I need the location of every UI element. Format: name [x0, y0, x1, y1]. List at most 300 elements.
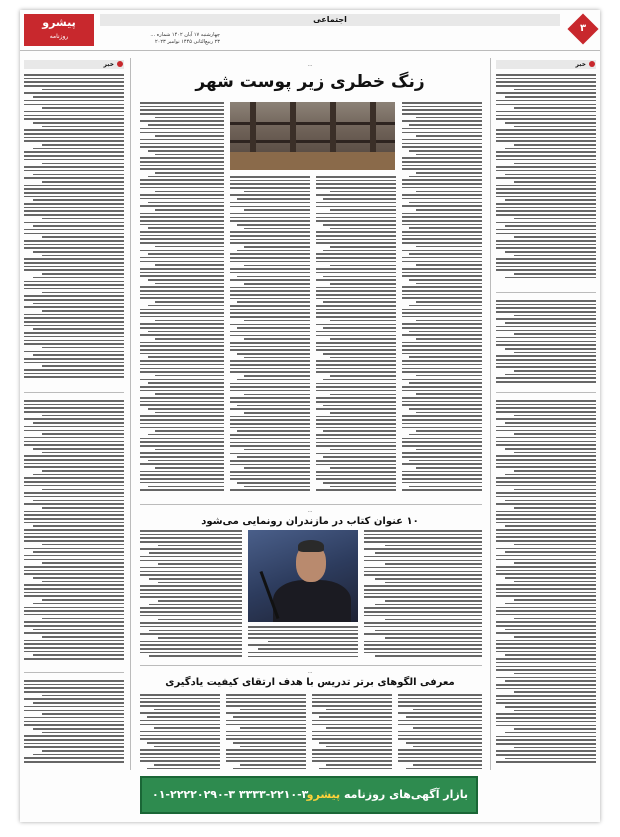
- text-line: [244, 246, 310, 248]
- issue-info: [100, 32, 220, 46]
- text-line: [312, 749, 392, 751]
- text-line: [496, 607, 596, 609]
- text-line: [24, 351, 124, 353]
- text-line: [402, 345, 482, 347]
- text-line: [24, 332, 124, 334]
- text-line: [316, 383, 396, 385]
- text-line: [230, 453, 310, 455]
- text-line: [24, 566, 124, 568]
- text-line: [496, 739, 596, 741]
- text-line: [148, 434, 224, 436]
- text-line: [24, 133, 124, 135]
- text-line: [237, 327, 310, 329]
- text-line: [496, 651, 596, 653]
- text-line: [226, 757, 306, 759]
- text-line: [496, 244, 596, 246]
- text-line: [514, 415, 596, 417]
- text-line: [248, 626, 358, 628]
- text-line: [140, 615, 242, 617]
- text-line: [24, 444, 124, 446]
- text-line: [406, 768, 482, 770]
- text-line: [230, 371, 310, 373]
- text-line: [140, 286, 224, 288]
- text-line: [230, 213, 310, 215]
- text-line: [496, 559, 596, 561]
- text-line: [416, 154, 482, 156]
- divider: [496, 292, 596, 293]
- text-line: [24, 74, 124, 76]
- text-line: [402, 463, 482, 465]
- text-line: [323, 353, 396, 355]
- text-line: [330, 486, 396, 488]
- text-line: [323, 379, 396, 381]
- text-line: [140, 312, 224, 314]
- text-line: [24, 244, 124, 246]
- text-line: [364, 534, 482, 536]
- text-line: [402, 379, 482, 381]
- text-line: [42, 713, 124, 715]
- text-line: [496, 337, 596, 339]
- text-line: [140, 644, 242, 646]
- text-line: [155, 209, 224, 211]
- text-line: [514, 562, 596, 564]
- text-line: [316, 312, 396, 314]
- text-line: [33, 328, 124, 330]
- text-line: [24, 592, 124, 594]
- text-line: [42, 144, 124, 146]
- text-line: [244, 320, 310, 322]
- text-line: [402, 415, 482, 417]
- text-line: [244, 467, 310, 469]
- text-line: [237, 198, 310, 200]
- text-line: [402, 205, 482, 207]
- text-line: [42, 581, 124, 583]
- left-column-label: خبر: [103, 61, 114, 68]
- text-line: [364, 622, 482, 624]
- text-line: [42, 618, 124, 620]
- text-line: [248, 652, 358, 654]
- text-line: [402, 242, 482, 244]
- text-line: [398, 749, 482, 751]
- text-line: [496, 304, 596, 306]
- text-line: [158, 600, 242, 602]
- text-line: [24, 258, 124, 260]
- right-column-title: [496, 60, 596, 69]
- text-line: [226, 731, 306, 733]
- text-line: [24, 115, 124, 117]
- text-line: [33, 754, 124, 756]
- text-line: [330, 338, 396, 340]
- text-line: [226, 720, 306, 722]
- text-line: [24, 477, 124, 479]
- text-line: [140, 478, 224, 480]
- column-divider: [130, 58, 131, 770]
- text-line: [244, 375, 310, 377]
- text-line: [140, 261, 224, 263]
- text-line: [33, 303, 124, 305]
- text-line: [24, 573, 124, 575]
- text-line: [496, 610, 596, 612]
- text-line: [364, 567, 482, 569]
- text-line: [230, 257, 310, 259]
- text-line: [402, 261, 482, 263]
- text-line: [316, 419, 396, 421]
- right-column-article-2: [496, 300, 596, 386]
- text-line: [230, 442, 310, 444]
- text-line: [24, 340, 124, 342]
- text-line: [402, 353, 482, 355]
- text-line: [409, 434, 482, 436]
- text-line: [24, 343, 124, 345]
- text-line: [316, 202, 396, 204]
- text-line: [155, 449, 224, 451]
- text-line: [316, 242, 396, 244]
- text-line: [402, 471, 482, 473]
- ad-phone: ۰۱-۲۲۲۲۰۲۹۰-۳ ۳۳۳۳-۲۲۱۰-۳: [152, 788, 309, 801]
- text-line: [496, 511, 596, 513]
- text-line: [316, 305, 396, 307]
- text-line: [496, 688, 596, 690]
- text-line: [140, 294, 224, 296]
- text-line: [496, 466, 596, 468]
- text-line: [140, 397, 224, 399]
- text-line: [496, 736, 596, 738]
- text-line: [42, 750, 124, 752]
- divider: [140, 504, 482, 505]
- text-line: [226, 735, 306, 737]
- text-line: [505, 603, 596, 605]
- text-line: [402, 419, 482, 421]
- text-line: [24, 214, 124, 216]
- text-line: [312, 701, 392, 703]
- text-line: [226, 698, 306, 700]
- text-line: [505, 654, 596, 656]
- text-line: [148, 305, 224, 307]
- main-story-column-2: [230, 176, 310, 497]
- text-line: [402, 482, 482, 484]
- text-line: [140, 132, 224, 134]
- text-line: [148, 460, 224, 462]
- text-line: [514, 126, 596, 128]
- text-line: [330, 209, 396, 211]
- text-line: [496, 359, 596, 361]
- text-line: [230, 331, 310, 333]
- text-line: [155, 135, 224, 137]
- advertisement-banner[interactable]: [140, 776, 478, 814]
- text-line: [402, 441, 482, 443]
- text-line: [402, 360, 482, 362]
- text-line: [364, 652, 482, 654]
- text-line: [140, 641, 242, 643]
- text-line: [496, 754, 596, 756]
- text-line: [416, 393, 482, 395]
- text-line: [230, 316, 310, 318]
- text-line: [42, 292, 124, 294]
- text-line: [140, 205, 224, 207]
- text-line: [155, 264, 224, 266]
- text-line: [514, 747, 596, 749]
- text-line: [147, 742, 220, 744]
- text-line: [42, 695, 124, 697]
- text-line: [402, 427, 482, 429]
- text-line: [330, 357, 396, 359]
- text-line: [330, 467, 396, 469]
- text-line: [226, 738, 306, 740]
- text-line: [402, 272, 482, 274]
- masthead: [20, 10, 600, 51]
- second-story-column-2: [364, 530, 482, 660]
- text-line: [24, 137, 124, 139]
- text-line: [312, 757, 392, 759]
- newspaper-logo: [24, 14, 94, 46]
- text-line: [244, 209, 310, 211]
- text-line: [364, 548, 482, 550]
- text-line: [312, 698, 392, 700]
- text-line: [402, 183, 482, 185]
- text-line: [496, 166, 596, 168]
- text-line: [140, 220, 224, 222]
- text-line: [496, 330, 596, 332]
- text-line: [496, 713, 596, 715]
- text-line: [24, 376, 124, 378]
- text-line: [496, 140, 596, 142]
- text-line: [147, 716, 220, 718]
- text-line: [402, 143, 482, 145]
- text-line: [230, 471, 310, 473]
- main-story-headline: زنگ خطری زیر پوست شهر: [195, 72, 425, 92]
- text-line: [402, 109, 482, 111]
- text-line: [230, 180, 310, 182]
- text-line: [496, 669, 596, 671]
- text-line: [496, 240, 596, 242]
- text-line: [409, 124, 482, 126]
- text-line: [316, 364, 396, 366]
- text-line: [140, 187, 224, 189]
- text-line: [33, 728, 124, 730]
- text-line: [226, 705, 306, 707]
- text-line: [402, 216, 482, 218]
- text-line: [496, 170, 596, 172]
- text-line: [416, 467, 482, 469]
- text-line: [140, 360, 224, 362]
- text-line: [312, 724, 392, 726]
- text-line: [416, 338, 482, 340]
- text-line: [140, 146, 224, 148]
- text-line: [496, 307, 596, 309]
- text-line: [402, 113, 482, 115]
- issue-line-1: چهارشنبه ۱۷ آبان ۱۴۰۲ شماره ...: [150, 32, 220, 38]
- text-line: [316, 235, 396, 237]
- text-line: [24, 640, 124, 642]
- text-line: [496, 104, 596, 106]
- text-line: [330, 191, 396, 193]
- text-line: [24, 81, 124, 83]
- text-line: [514, 599, 596, 601]
- text-line: [409, 486, 482, 488]
- left-column-article-1: [24, 74, 124, 384]
- text-line: [496, 437, 596, 439]
- text-line: [154, 709, 220, 711]
- text-line: [158, 563, 242, 565]
- text-line: [316, 390, 396, 392]
- text-line: [24, 607, 124, 609]
- text-line: [33, 654, 124, 656]
- text-line: [416, 301, 482, 303]
- text-line: [140, 415, 224, 417]
- text-line: [316, 194, 396, 196]
- text-line: [24, 514, 124, 516]
- text-line: [24, 651, 124, 653]
- text-line: [514, 728, 596, 730]
- text-line: [496, 363, 596, 365]
- text-line: [496, 485, 596, 487]
- text-line: [155, 338, 224, 340]
- text-line: [148, 486, 224, 488]
- text-line: [149, 552, 242, 554]
- text-line: [323, 301, 396, 303]
- text-line: [140, 113, 224, 115]
- text-line: [24, 466, 124, 468]
- text-line: [155, 467, 224, 469]
- text-line: [323, 430, 396, 432]
- text-line: [140, 371, 224, 373]
- right-column-article-3: [496, 400, 596, 768]
- text-line: [140, 423, 224, 425]
- text-line: [402, 438, 482, 440]
- text-line: [505, 706, 596, 708]
- text-line: [230, 312, 310, 314]
- text-line: [402, 371, 482, 373]
- text-line: [24, 485, 124, 487]
- text-line: [24, 129, 124, 131]
- text-line: [140, 404, 224, 406]
- text-line: [402, 445, 482, 447]
- text-line: [402, 106, 482, 108]
- text-line: [364, 611, 482, 613]
- text-line: [496, 404, 596, 406]
- text-line: [496, 573, 596, 575]
- text-line: [514, 181, 596, 183]
- text-line: [155, 246, 224, 248]
- text-line: [496, 588, 596, 590]
- text-line: [316, 279, 396, 281]
- text-line: [42, 218, 124, 220]
- text-line: [237, 456, 310, 458]
- text-line: [24, 463, 124, 465]
- text-line: [155, 172, 224, 174]
- text-line: [402, 309, 482, 311]
- text-line: [230, 383, 310, 385]
- text-line: [402, 364, 482, 366]
- text-line: [155, 375, 224, 377]
- text-line: [158, 619, 242, 621]
- text-line: [316, 360, 396, 362]
- text-line: [237, 379, 310, 381]
- column-divider: [490, 58, 491, 770]
- text-line: [514, 255, 596, 257]
- text-line: [226, 753, 306, 755]
- text-line: [140, 198, 224, 200]
- text-line: [330, 449, 396, 451]
- photo-detail: [273, 580, 351, 622]
- text-line: [24, 584, 124, 586]
- text-line: [33, 629, 124, 631]
- text-line: [24, 306, 124, 308]
- text-line: [230, 298, 310, 300]
- text-line: [33, 551, 124, 553]
- text-line: [24, 511, 124, 513]
- text-line: [514, 673, 596, 675]
- text-line: [416, 449, 482, 451]
- text-line: [416, 191, 482, 193]
- text-line: [312, 694, 392, 696]
- divider: [24, 672, 124, 673]
- text-line: [230, 368, 310, 370]
- text-line: [505, 277, 596, 279]
- text-line: [230, 279, 310, 281]
- text-line: [505, 448, 596, 450]
- text-line: [323, 250, 396, 252]
- text-line: [230, 397, 310, 399]
- text-line: [496, 229, 596, 231]
- text-line: [24, 698, 124, 700]
- text-line: [496, 133, 596, 135]
- text-line: [140, 712, 220, 714]
- text-line: [398, 720, 482, 722]
- text-line: [316, 423, 396, 425]
- text-line: [42, 89, 124, 91]
- text-line: [496, 555, 596, 557]
- text-line: [514, 273, 596, 275]
- text-line: [24, 288, 124, 290]
- text-line: [24, 426, 124, 428]
- text-line: [402, 290, 482, 292]
- text-line: [496, 222, 596, 224]
- text-line: [364, 560, 482, 562]
- text-line: [385, 619, 482, 621]
- text-line: [24, 437, 124, 439]
- text-line: [244, 283, 310, 285]
- text-line: [505, 374, 596, 376]
- text-line: [42, 470, 124, 472]
- text-line: [140, 353, 224, 355]
- text-line: [496, 137, 596, 139]
- text-line: [140, 272, 224, 274]
- text-line: [24, 614, 124, 616]
- text-line: [158, 637, 242, 639]
- text-line: [496, 81, 596, 83]
- text-line: [42, 599, 124, 601]
- text-line: [230, 342, 310, 344]
- text-line: [140, 143, 224, 145]
- text-line: [398, 701, 482, 703]
- text-line: [496, 418, 596, 420]
- text-line: [496, 592, 596, 594]
- text-line: [409, 202, 482, 204]
- ad-prefix: بازار آگهی‌های روزنامه: [344, 788, 468, 801]
- text-line: [316, 217, 396, 219]
- text-line: [140, 379, 224, 381]
- text-line: [402, 456, 482, 458]
- text-line: [24, 717, 124, 719]
- text-line: [364, 593, 482, 595]
- text-line: [140, 701, 220, 703]
- text-line: [375, 604, 482, 606]
- text-line: [240, 709, 306, 711]
- text-line: [496, 518, 596, 520]
- text-line: [398, 735, 482, 737]
- text-line: [416, 412, 482, 414]
